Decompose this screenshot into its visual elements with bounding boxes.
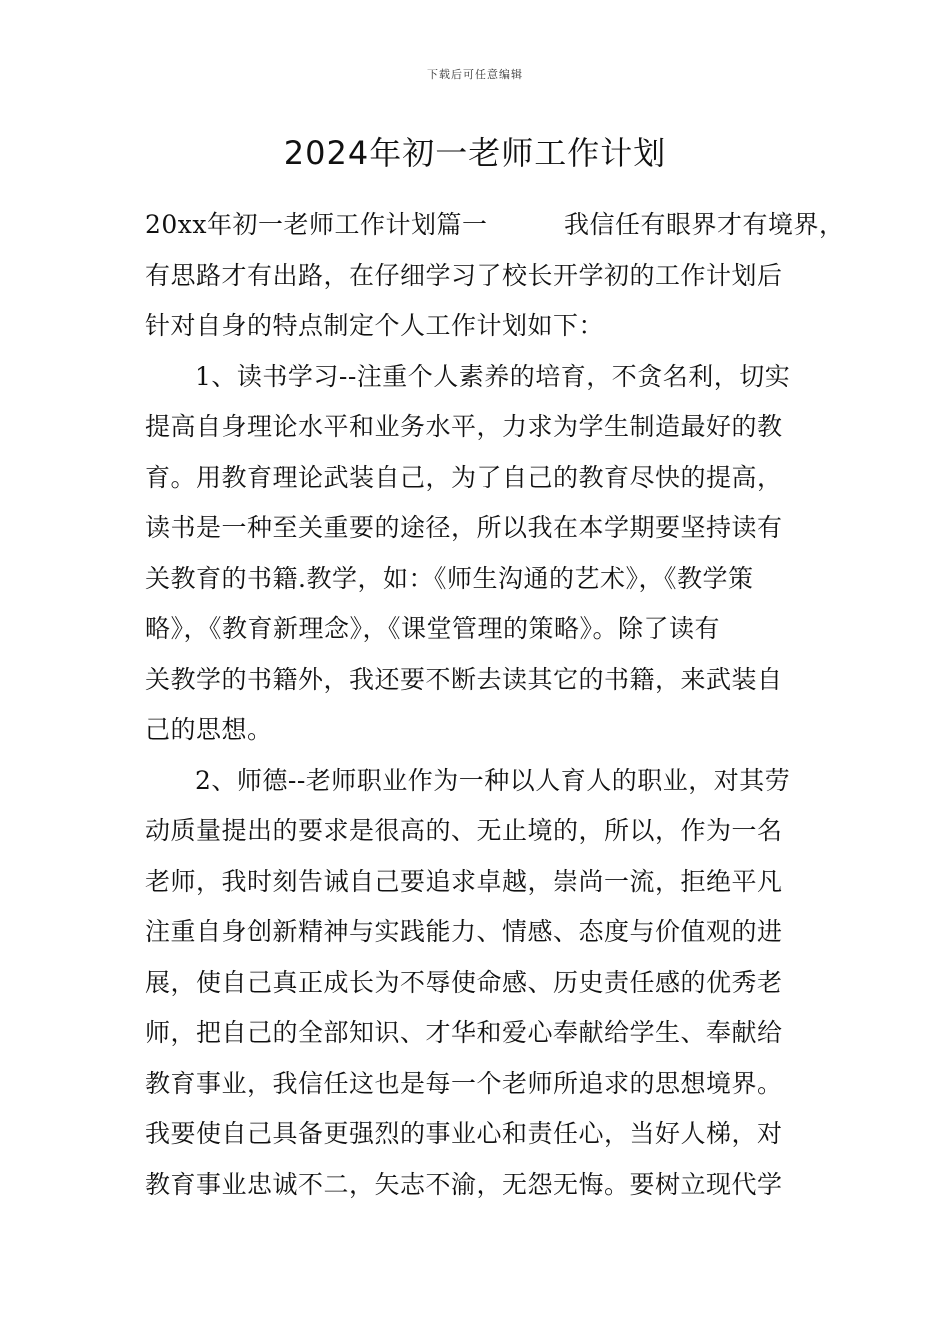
body-text-line: 20xx年初一老师工作计划篇一 我信任有眼界才有境界， <box>145 210 845 239</box>
body-text-line: 略》，《教育新理念》，《课堂管理的策略》。除了读有 <box>145 614 721 643</box>
body-text-line: 动质量提出的要求是很高的、无止境的，所以，作为一名 <box>145 816 783 845</box>
body-text-line: 关教育的书籍.教学，如：《师生沟通的艺术》，《教学策 <box>145 563 754 593</box>
document-title: 2024年初一老师工作计划 <box>283 134 667 172</box>
body-text-line: 关教学的书籍外，我还要不断去读其它的书籍，来武装自 <box>145 664 783 694</box>
body-text-line: 教育事业，我信任这也是每一个老师所追求的思想境界。 <box>145 1068 783 1098</box>
body-text-line: 注重自身创新精神与实践能力、情感、态度与价值观的进 <box>145 917 783 946</box>
body-text-line: 师，把自己的全部知识、才华和爱心奉献给学生、奉献给 <box>145 1018 783 1047</box>
document-body <box>145 200 845 1210</box>
body-text-line: 读书是一种至关重要的途径，所以我在本学期要坚持读有 <box>145 513 783 542</box>
body-text-line: 我要使自己具备更强烈的事业心和责任心，当好人梯，对 <box>145 1119 783 1148</box>
body-text-line: 有思路才有出路，在仔细学习了校长开学初的工作计划后 <box>145 260 783 290</box>
body-text-line: 展，使自己真正成长为不辱使命感、历史责任感的优秀老 <box>145 967 783 997</box>
header-note: 下载后可任意编辑 <box>427 68 523 81</box>
body-text-line: 提高自身理论水平和业务水平，力求为学生制造最好的教 <box>145 412 783 441</box>
body-text-line: 育。用教育理论武装自己，为了自己的教育尽快的提高， <box>145 462 783 492</box>
body-text-line: 1、读书学习--注重个人素养的培育，不贪名利，切实 <box>195 361 791 391</box>
body-text-line: 2、师德--老师职业作为一种以人育人的职业，对其劳 <box>195 765 791 795</box>
body-text-line: 教育事业忠诚不二，矢志不渝，无怨无悔。要树立现代学 <box>145 1169 783 1199</box>
body-text-line: 老师，我时刻告诫自己要追求卓越，崇尚一流，拒绝平凡 <box>145 866 783 896</box>
body-text-line: 己的思想。 <box>145 715 273 744</box>
body-text-line: 针对自身的特点制定个人工作计划如下： <box>145 311 605 340</box>
